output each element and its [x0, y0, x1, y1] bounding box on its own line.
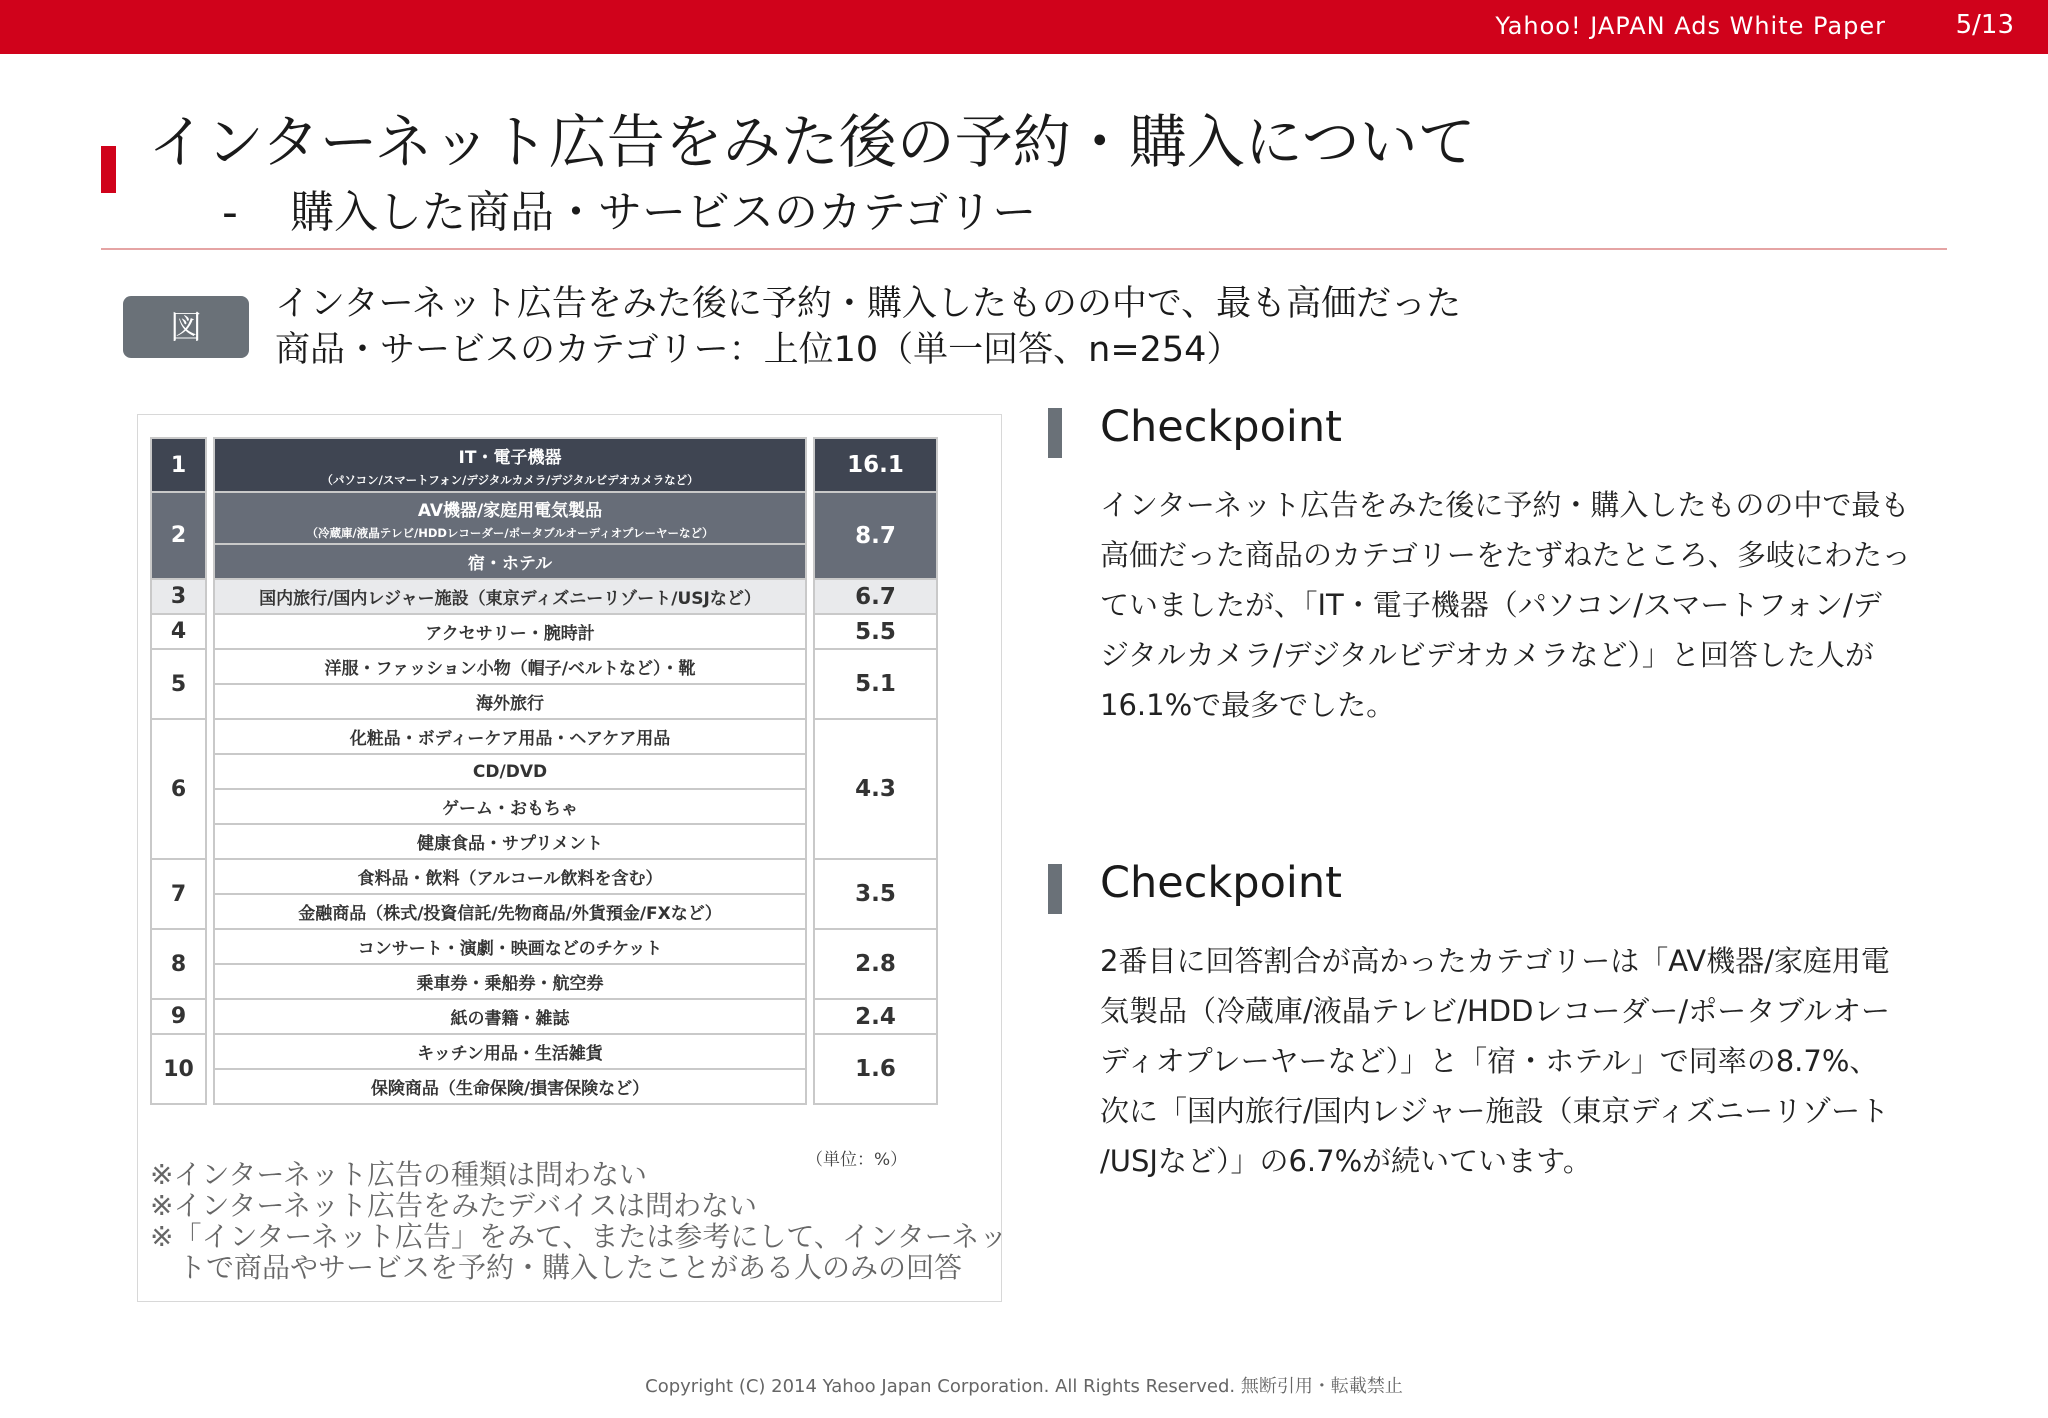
table-row [151, 614, 937, 649]
category-cell [214, 438, 806, 492]
checkpoint-title: Checkpoint [1100, 402, 1342, 452]
value-cell: 5.1 [814, 649, 937, 719]
value-cell: 3.5 [814, 859, 937, 929]
unit-label: （単位：%） [806, 1150, 908, 1170]
checkpoint-line: 気製品（冷蔵庫/液晶テレビ/HDDレコーダー/ポータブルオー [1100, 994, 1891, 1028]
page-number: 5/13 [1955, 10, 2014, 40]
category-cell: キッチン用品・生活雑貨 [214, 1034, 806, 1069]
value-cell: 6.7 [814, 579, 937, 614]
category-cell: 金融商品（株式/投資信託/先物商品/外貨預金/FXなど） [214, 894, 806, 929]
category-cell: 海外旅行 [214, 684, 806, 719]
checkpoint-line: /USJなど）」の6.7%が続いています。 [1100, 1144, 1592, 1178]
rank-cell: 3 [151, 579, 206, 614]
subtitle-text: 購入した商品・サービスのカテゴリー [290, 187, 1037, 238]
subtitle-dash: - [222, 187, 238, 238]
brand-title: Yahoo! JAPAN Ads White Paper [1495, 12, 1886, 40]
page-subtitle [222, 176, 1036, 240]
checkpoint-line: インターネット広告をみた後に予約・購入したものの中で最も [1100, 488, 1910, 522]
category-label: IT・電子機器 [458, 447, 562, 468]
note-line: ※インターネット広告をみたデバイスは問わない [150, 1189, 757, 1222]
rank-cell: 5 [151, 649, 206, 719]
checkpoint-marker [1048, 864, 1062, 914]
title-divider [101, 248, 1947, 250]
category-cell: 洋服・ファッション小物（帽子/ベルトなど）・靴 [214, 649, 806, 684]
checkpoint-line: ジタルカメラ/デジタルビデオカメラなど）」と回答した人が [1100, 638, 1874, 672]
table-notes [150, 1159, 1007, 1283]
category-cell: 乗車券・乗船券・航空券 [214, 964, 806, 999]
checkpoint-line: 高価だった商品のカテゴリーをたずねたところ、多岐にわたっ [1100, 538, 1911, 572]
title-accent-bar [101, 146, 116, 193]
table-row [151, 579, 937, 614]
table-row [151, 999, 937, 1034]
rank-cell: 10 [151, 1034, 206, 1104]
value-cell: 2.4 [814, 999, 937, 1034]
table-row [151, 649, 937, 684]
table-row [151, 859, 937, 894]
category-cell: 宿・ホテル [214, 544, 806, 579]
category-cell: 国内旅行/国内レジャー施設（東京ディズニーリゾート/USJなど） [214, 579, 806, 614]
top-bar [0, 0, 2048, 54]
rank-cell: 9 [151, 999, 206, 1034]
ranking-table [150, 437, 938, 1105]
table-row [151, 719, 937, 754]
table-row [151, 1034, 937, 1069]
category-cell: 紙の書籍・雑誌 [214, 999, 806, 1034]
rank-cell: 6 [151, 719, 206, 859]
checkpoint-line: ディオプレーヤーなど）」と「宿・ホテル」で同率の8.7%、 [1100, 1044, 1879, 1078]
checkpoint-line: 16.1%で最多でした。 [1100, 688, 1396, 722]
value-cell: 8.7 [814, 492, 937, 579]
note-line: ※インターネット広告の種類は問わない [150, 1158, 647, 1191]
category-cell: CD/DVD [214, 754, 806, 789]
checkpoint-marker [1048, 408, 1062, 458]
category-cell: 保険商品（生命保険/損害保険など） [214, 1069, 806, 1104]
checkpoint-line: 2番目に回答割合が高かったカテゴリーは「AV機器/家庭用電 [1100, 944, 1890, 978]
category-cell: ゲーム・おもちゃ [214, 789, 806, 824]
value-cell: 16.1 [814, 438, 937, 492]
checkpoint-title: Checkpoint [1100, 858, 1342, 908]
figure-caption-line: 商品・サービスのカテゴリー：上位10（単一回答、n=254） [275, 330, 1242, 370]
checkpoint-body [1100, 480, 1930, 730]
rank-cell: 8 [151, 929, 206, 999]
category-cell: アクセサリー・腕時計 [214, 614, 806, 649]
page-title: インターネット広告をみた後の予約・購入について [148, 108, 1476, 176]
category-detail: （パソコン/スマートフォン/デジタルカメラ/デジタルビデオカメラなど） [321, 472, 699, 487]
value-cell: 1.6 [814, 1034, 937, 1104]
category-cell: 化粧品・ボディーケア用品・ヘアケア用品 [214, 719, 806, 754]
rank-cell: 4 [151, 614, 206, 649]
copyright-footer: Copyright (C) 2014 Yahoo Japan Corporation. All Rights Reserved. 無断引用・転載禁止 [645, 1376, 1403, 1397]
figure-caption [275, 281, 1461, 373]
rank-cell: 2 [151, 492, 206, 579]
table-row [151, 929, 937, 964]
value-cell: 5.5 [814, 614, 937, 649]
category-detail: （冷蔵庫/液晶テレビ/HDDレコーダー/ポータブルオーディオプレーヤーなど） [306, 525, 714, 540]
category-cell [214, 492, 806, 544]
checkpoint-line: 次に「国内旅行/国内レジャー施設（東京ディズニーリゾート [1100, 1094, 1890, 1128]
checkpoint-body [1100, 936, 1930, 1186]
rank-cell: 7 [151, 859, 206, 929]
table-row [151, 438, 937, 492]
note-line: トで商品やサービスを予約・購入したことがある人のみの回答 [178, 1251, 963, 1284]
category-cell: コンサート・演劇・映画などのチケット [214, 929, 806, 964]
figure-badge: 図 [123, 296, 249, 358]
checkpoint-line: ていましたが、「IT・電子機器（パソコン/スマートフォン/デ [1100, 588, 1882, 622]
value-cell: 4.3 [814, 719, 937, 859]
value-cell: 2.8 [814, 929, 937, 999]
category-cell: 健康食品・サプリメント [214, 824, 806, 859]
category-cell: 食料品・飲料（アルコール飲料を含む） [214, 859, 806, 894]
category-label: AV機器/家庭用電気製品 [417, 500, 603, 521]
ranking-panel [137, 414, 1008, 1302]
figure-caption-line: インターネット広告をみた後に予約・購入したものの中で、最も高価だった [275, 284, 1462, 324]
rank-cell: 1 [151, 438, 206, 492]
table-row [151, 492, 937, 544]
note-line: ※「インターネット広告」をみて、または参考にして、インターネッ [150, 1220, 1008, 1253]
